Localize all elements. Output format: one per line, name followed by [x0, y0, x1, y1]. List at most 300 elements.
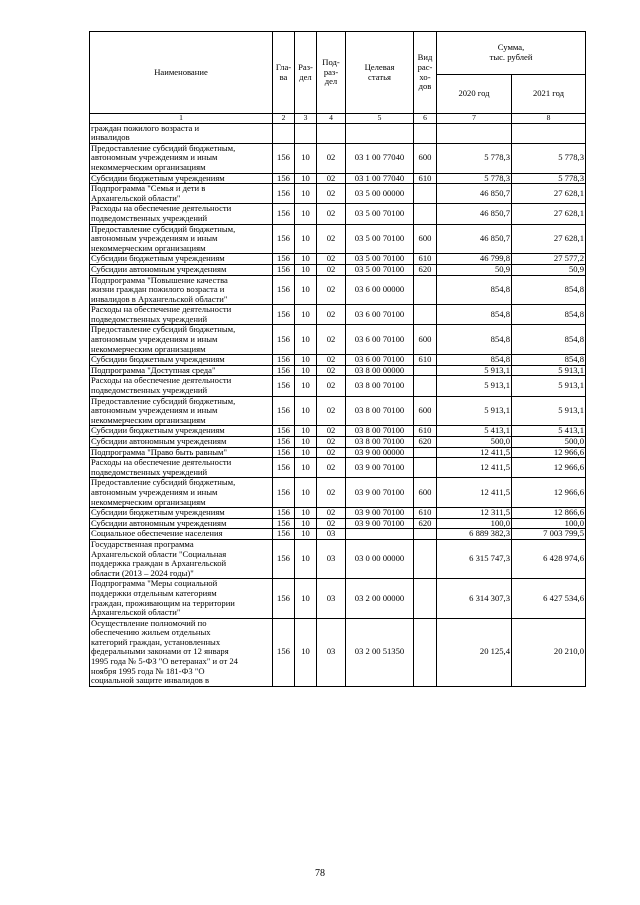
cell-podrazdel: 02 [317, 447, 346, 458]
cell-sum-2020: 5 413,1 [437, 426, 512, 437]
cell-sum-2020: 46 799,8 [437, 254, 512, 265]
cell-target-article: 03 5 00 00000 [346, 184, 414, 204]
name-line: Предоставление субсидий бюджетным, [91, 224, 236, 234]
cell-glava: 156 [273, 224, 295, 254]
cell-sum-2020: 12 411,5 [437, 458, 512, 478]
cell-target-article: 03 8 00 70100 [346, 437, 414, 448]
cell-razdel: 10 [295, 579, 317, 618]
cell-target-article: 03 8 00 70100 [346, 426, 414, 437]
cell-expense-type: 610 [414, 426, 437, 437]
cell-target-article: 03 1 00 77040 [346, 143, 414, 173]
cell-target-article: 03 6 00 70100 [346, 305, 414, 325]
cell-podrazdel [317, 123, 346, 143]
cell-podrazdel: 02 [317, 365, 346, 376]
cell-razdel: 10 [295, 365, 317, 376]
name-line: 1995 года № 5-ФЗ "О ветеранах" и от 24 [91, 656, 238, 667]
cell-sum-2020: 20 125,4 [437, 618, 512, 686]
cell-sum-2021: 5 778,3 [512, 173, 586, 184]
cell-name [90, 254, 273, 265]
cell-expense-type [414, 204, 437, 224]
cell-name [90, 458, 273, 478]
name-line: Субсидии бюджетным учреждениям [91, 354, 225, 365]
cell-target-article [346, 529, 414, 540]
page-number: 78 [315, 868, 325, 879]
header-razdel: Раз- дел [295, 32, 317, 114]
cell-razdel: 10 [295, 254, 317, 265]
header-name: Наименование [90, 32, 273, 114]
cell-sum-2021: 6 428 974,6 [512, 539, 586, 578]
name-line: некоммерческим организациям [91, 161, 206, 172]
cell-sum-2020: 46 850,7 [437, 184, 512, 204]
cell-name [90, 143, 273, 173]
cell-sum-2021: 12 966,6 [512, 447, 586, 458]
cell-target-article: 03 8 00 70100 [346, 376, 414, 396]
cell-glava: 156 [273, 458, 295, 478]
cell-expense-type [414, 376, 437, 396]
cell-razdel: 10 [295, 426, 317, 437]
cell-podrazdel: 02 [317, 275, 346, 305]
table-row [90, 275, 586, 305]
cell-razdel: 10 [295, 204, 317, 224]
name-line: области (2013 – 2024 годы)" [91, 567, 194, 578]
cell-sum-2021: 12 866,6 [512, 508, 586, 519]
header-podrazdel: Под- раз- дел [317, 32, 346, 114]
cell-razdel: 10 [295, 264, 317, 275]
column-number: 3 [295, 114, 317, 124]
cell-sum-2021: 5 913,1 [512, 376, 586, 396]
name-line: категорий граждан, установленных [91, 636, 221, 647]
cell-sum-2021: 6 427 534,6 [512, 579, 586, 618]
cell-sum-2020: 500,0 [437, 437, 512, 448]
cell-expense-type: 610 [414, 254, 437, 265]
name-line: Осуществление полномочий по [91, 618, 207, 628]
name-line: Субсидии автономным учреждениям [91, 264, 227, 274]
cell-sum-2020: 5 913,1 [437, 396, 512, 426]
name-line: инвалидов в Архангельской области" [91, 293, 228, 304]
table-row [90, 254, 586, 265]
cell-target-article: 03 5 00 70100 [346, 224, 414, 254]
table-row [90, 478, 586, 508]
cell-razdel: 10 [295, 224, 317, 254]
header-glava: Гла- ва [273, 32, 295, 114]
cell-podrazdel: 02 [317, 458, 346, 478]
cell-sum-2021: 27 628,1 [512, 184, 586, 204]
cell-sum-2020 [437, 123, 512, 143]
name-line: граждан пожилого возраста и [91, 123, 200, 133]
cell-sum-2020: 854,8 [437, 355, 512, 366]
cell-sum-2021: 854,8 [512, 325, 586, 355]
cell-expense-type [414, 305, 437, 325]
cell-sum-2021: 5 413,1 [512, 426, 586, 437]
cell-name [90, 539, 273, 578]
name-line: Расходы на обеспечение деятельности [91, 304, 232, 315]
header-sum: Сумма, тыс. рублей [437, 32, 586, 75]
cell-name [90, 478, 273, 508]
cell-razdel: 10 [295, 184, 317, 204]
table-row [90, 224, 586, 254]
cell-glava: 156 [273, 579, 295, 618]
cell-glava: 156 [273, 376, 295, 396]
table-row [90, 143, 586, 173]
name-line: Архангельской области" [91, 607, 181, 618]
cell-name [90, 325, 273, 355]
column-number: 2 [273, 114, 295, 124]
cell-name [90, 224, 273, 254]
cell-expense-type [414, 618, 437, 686]
name-line: Подпрограмма "Меры социальной [91, 578, 218, 589]
cell-expense-type [414, 579, 437, 618]
cell-name [90, 426, 273, 437]
cell-expense-type: 610 [414, 173, 437, 184]
table-row [90, 518, 586, 529]
cell-podrazdel: 02 [317, 437, 346, 448]
cell-sum-2021: 854,8 [512, 275, 586, 305]
table-row [90, 396, 586, 426]
name-line: некоммерческим организациям [91, 343, 206, 354]
table-row [90, 173, 586, 184]
cell-glava: 156 [273, 426, 295, 437]
cell-expense-type [414, 539, 437, 578]
cell-target-article: 03 5 00 70100 [346, 264, 414, 275]
cell-razdel: 10 [295, 508, 317, 519]
table-row [90, 305, 586, 325]
cell-sum-2021: 5 913,1 [512, 365, 586, 376]
cell-name [90, 376, 273, 396]
cell-razdel: 10 [295, 275, 317, 305]
name-line: жизни граждан пожилого возраста и [91, 284, 225, 295]
name-line: Государственная программа [91, 539, 194, 549]
name-line: Предоставление субсидий бюджетным, [91, 477, 236, 488]
cell-podrazdel: 02 [317, 355, 346, 366]
cell-target-article: 03 9 00 00000 [346, 447, 414, 458]
cell-podrazdel: 02 [317, 426, 346, 437]
cell-glava: 156 [273, 325, 295, 355]
table-row [90, 204, 586, 224]
cell-target-article: 03 8 00 00000 [346, 365, 414, 376]
cell-sum-2020: 6 889 382,3 [437, 529, 512, 540]
name-line: Архангельской области" [91, 192, 181, 203]
name-line: Подпрограмма "Доступная среда" [91, 365, 216, 375]
cell-podrazdel: 03 [317, 579, 346, 618]
cell-glava: 156 [273, 173, 295, 184]
cell-expense-type: 600 [414, 325, 437, 355]
cell-razdel: 10 [295, 539, 317, 578]
cell-glava: 156 [273, 365, 295, 376]
cell-target-article [346, 123, 414, 143]
cell-target-article: 03 5 00 70100 [346, 254, 414, 265]
cell-sum-2021: 5 913,1 [512, 396, 586, 426]
cell-expense-type [414, 529, 437, 540]
cell-glava: 156 [273, 254, 295, 265]
cell-sum-2020: 5 778,3 [437, 143, 512, 173]
name-line: поддержки отдельным категориям [91, 587, 217, 598]
cell-expense-type: 600 [414, 224, 437, 254]
cell-sum-2021: 12 966,6 [512, 458, 586, 478]
table-row [90, 618, 586, 686]
cell-razdel: 10 [295, 396, 317, 426]
cell-name [90, 518, 273, 529]
cell-target-article: 03 1 00 77040 [346, 173, 414, 184]
cell-razdel: 10 [295, 618, 317, 686]
cell-sum-2020: 50,9 [437, 264, 512, 275]
cell-sum-2020: 6 314 307,3 [437, 579, 512, 618]
cell-expense-type [414, 184, 437, 204]
cell-glava: 156 [273, 508, 295, 519]
cell-expense-type: 620 [414, 264, 437, 275]
cell-expense-type: 600 [414, 478, 437, 508]
cell-glava: 156 [273, 518, 295, 529]
cell-razdel: 10 [295, 478, 317, 508]
cell-podrazdel: 02 [317, 254, 346, 265]
cell-name [90, 618, 273, 686]
cell-glava: 156 [273, 437, 295, 448]
cell-sum-2020: 100,0 [437, 518, 512, 529]
cell-expense-type: 600 [414, 396, 437, 426]
cell-target-article: 03 6 00 00000 [346, 275, 414, 305]
cell-sum-2020: 12 411,5 [437, 447, 512, 458]
column-number: 8 [512, 114, 586, 124]
cell-razdel [295, 123, 317, 143]
cell-name [90, 173, 273, 184]
header-year-2021: 2021 год [512, 75, 586, 114]
cell-podrazdel: 03 [317, 618, 346, 686]
cell-expense-type [414, 458, 437, 478]
cell-target-article: 03 0 00 00000 [346, 539, 414, 578]
table-body [90, 123, 586, 686]
name-line: Субсидии автономным учреждениям [91, 436, 227, 446]
cell-sum-2021: 50,9 [512, 264, 586, 275]
column-number-row [90, 114, 586, 124]
cell-glava: 156 [273, 355, 295, 366]
cell-sum-2020: 854,8 [437, 275, 512, 305]
cell-expense-type: 620 [414, 518, 437, 529]
name-line: Социальное обеспечение населения [91, 528, 223, 539]
cell-glava: 156 [273, 204, 295, 224]
cell-podrazdel: 02 [317, 396, 346, 426]
cell-glava: 156 [273, 618, 295, 686]
cell-name [90, 447, 273, 458]
cell-podrazdel: 03 [317, 539, 346, 578]
name-line: федеральными законами от 12 января [91, 646, 229, 657]
cell-sum-2021: 500,0 [512, 437, 586, 448]
table-row [90, 355, 586, 366]
table-row [90, 123, 586, 143]
cell-razdel: 10 [295, 458, 317, 478]
budget-table [89, 31, 586, 687]
cell-glava: 156 [273, 184, 295, 204]
name-line: Подпрограмма "Повышение качества [91, 275, 228, 285]
cell-expense-type: 600 [414, 143, 437, 173]
cell-name [90, 365, 273, 376]
cell-glava: 156 [273, 143, 295, 173]
table-row [90, 508, 586, 519]
budget-table-sheet [89, 31, 585, 687]
table-row [90, 458, 586, 478]
cell-glava: 156 [273, 264, 295, 275]
cell-sum-2020: 12 411,5 [437, 478, 512, 508]
cell-name [90, 396, 273, 426]
cell-podrazdel: 02 [317, 264, 346, 275]
table-row [90, 365, 586, 376]
cell-razdel: 10 [295, 376, 317, 396]
cell-razdel: 10 [295, 518, 317, 529]
cell-sum-2021: 854,8 [512, 355, 586, 366]
table-row [90, 437, 586, 448]
table-row [90, 529, 586, 540]
cell-sum-2020: 46 850,7 [437, 204, 512, 224]
cell-name [90, 529, 273, 540]
table-row [90, 426, 586, 437]
cell-name [90, 355, 273, 366]
cell-glava: 156 [273, 529, 295, 540]
column-number: 1 [90, 114, 273, 124]
name-line: Расходы на обеспечение деятельности [91, 203, 232, 214]
header-target-article: Целевая статья [346, 32, 414, 114]
cell-sum-2021: 7 003 799,5 [512, 529, 586, 540]
header-year-2020: 2020 год [437, 75, 512, 114]
cell-expense-type [414, 447, 437, 458]
cell-podrazdel: 02 [317, 204, 346, 224]
cell-podrazdel: 02 [317, 305, 346, 325]
cell-target-article: 03 6 00 70100 [346, 325, 414, 355]
name-line: Субсидии бюджетным учреждениям [91, 425, 225, 436]
column-number: 7 [437, 114, 512, 124]
cell-target-article: 03 9 00 70100 [346, 478, 414, 508]
header-expense-type: Вид рас- хо- дов [414, 32, 437, 114]
table-row [90, 447, 586, 458]
cell-target-article: 03 2 00 00000 [346, 579, 414, 618]
cell-podrazdel: 02 [317, 173, 346, 184]
header-row-top [90, 32, 586, 75]
cell-sum-2021 [512, 123, 586, 143]
cell-glava: 156 [273, 305, 295, 325]
name-line: Субсидии бюджетным учреждениям [91, 253, 225, 264]
name-line: некоммерческим организациям [91, 242, 206, 253]
cell-target-article: 03 5 00 70100 [346, 204, 414, 224]
name-line: обеспечению жильем отдельных [91, 627, 211, 638]
cell-razdel: 10 [295, 325, 317, 355]
cell-target-article: 03 2 00 51350 [346, 618, 414, 686]
name-line: Субсидии автономным учреждениям [91, 518, 227, 528]
table-row [90, 376, 586, 396]
name-line: инвалидов [91, 132, 130, 143]
table-row [90, 184, 586, 204]
cell-name [90, 204, 273, 224]
name-line: Субсидии бюджетным учреждениям [91, 507, 225, 518]
cell-sum-2021: 27 577,2 [512, 254, 586, 265]
cell-glava: 156 [273, 447, 295, 458]
cell-sum-2021: 27 628,1 [512, 204, 586, 224]
cell-name [90, 437, 273, 448]
cell-razdel: 10 [295, 355, 317, 366]
name-line: Подпрограмма "Право быть равным" [91, 447, 227, 457]
cell-razdel: 10 [295, 447, 317, 458]
cell-expense-type: 620 [414, 437, 437, 448]
name-line: автономным учреждениям и иным [91, 405, 218, 416]
column-number: 4 [317, 114, 346, 124]
name-line: некоммерческим организациям [91, 414, 206, 425]
name-line: автономным учреждениям и иным [91, 486, 218, 497]
cell-glava: 156 [273, 478, 295, 508]
cell-razdel: 10 [295, 529, 317, 540]
cell-target-article: 03 8 00 70100 [346, 396, 414, 426]
cell-podrazdel: 02 [317, 508, 346, 519]
name-line: автономным учреждениям и иным [91, 152, 218, 163]
cell-sum-2020: 5 778,3 [437, 173, 512, 184]
cell-podrazdel: 02 [317, 325, 346, 355]
cell-podrazdel: 02 [317, 376, 346, 396]
cell-sum-2021: 27 628,1 [512, 224, 586, 254]
name-line: Расходы на обеспечение деятельности [91, 457, 232, 468]
name-line: автономным учреждениям и иным [91, 334, 218, 345]
cell-name [90, 579, 273, 618]
cell-podrazdel: 03 [317, 529, 346, 540]
name-line: подведомственных учреждений [91, 466, 208, 477]
column-number: 5 [346, 114, 414, 124]
cell-podrazdel: 02 [317, 478, 346, 508]
table-row [90, 264, 586, 275]
cell-sum-2020: 12 311,5 [437, 508, 512, 519]
cell-razdel: 10 [295, 437, 317, 448]
cell-sum-2020: 6 315 747,3 [437, 539, 512, 578]
cell-glava: 156 [273, 396, 295, 426]
cell-name [90, 184, 273, 204]
cell-target-article: 03 9 00 70100 [346, 458, 414, 478]
cell-target-article: 03 9 00 70100 [346, 508, 414, 519]
cell-expense-type [414, 123, 437, 143]
name-line: Предоставление субсидий бюджетным, [91, 324, 236, 335]
cell-glava: 156 [273, 539, 295, 578]
name-line: подведомственных учреждений [91, 212, 208, 223]
name-line: автономным учреждениям и иным [91, 233, 218, 244]
name-line: Архангельской области "Социальная [91, 548, 227, 559]
cell-name [90, 275, 273, 305]
name-line: Подпрограмма "Семья и дети в [91, 183, 206, 194]
name-line: Расходы на обеспечение деятельности [91, 375, 232, 386]
cell-target-article: 03 9 00 70100 [346, 518, 414, 529]
cell-sum-2020: 854,8 [437, 305, 512, 325]
cell-expense-type [414, 365, 437, 376]
cell-sum-2021: 854,8 [512, 305, 586, 325]
cell-target-article: 03 6 00 70100 [346, 355, 414, 366]
cell-sum-2020: 46 850,7 [437, 224, 512, 254]
cell-razdel: 10 [295, 143, 317, 173]
cell-expense-type: 610 [414, 508, 437, 519]
name-line: граждан, проживающим на территории [91, 597, 235, 608]
name-line: подведомственных учреждений [91, 385, 208, 396]
cell-sum-2020: 854,8 [437, 325, 512, 355]
cell-name [90, 305, 273, 325]
name-line: подведомственных учреждений [91, 313, 208, 324]
name-line: Предоставление субсидий бюджетным, [91, 396, 236, 406]
table-row [90, 539, 586, 578]
name-line: некоммерческим организациям [91, 496, 206, 507]
cell-sum-2021: 12 966,6 [512, 478, 586, 508]
name-line: ноября 1995 года № 181-ФЗ "О [91, 665, 205, 676]
cell-podrazdel: 02 [317, 184, 346, 204]
cell-sum-2020: 5 913,1 [437, 365, 512, 376]
cell-sum-2021: 100,0 [512, 518, 586, 529]
cell-expense-type: 610 [414, 355, 437, 366]
cell-podrazdel: 02 [317, 224, 346, 254]
name-line: Предоставление субсидий бюджетным, [91, 143, 236, 153]
cell-name [90, 508, 273, 519]
cell-razdel: 10 [295, 173, 317, 184]
cell-glava [273, 123, 295, 143]
cell-podrazdel: 02 [317, 518, 346, 529]
table-row [90, 325, 586, 355]
table-row [90, 579, 586, 618]
